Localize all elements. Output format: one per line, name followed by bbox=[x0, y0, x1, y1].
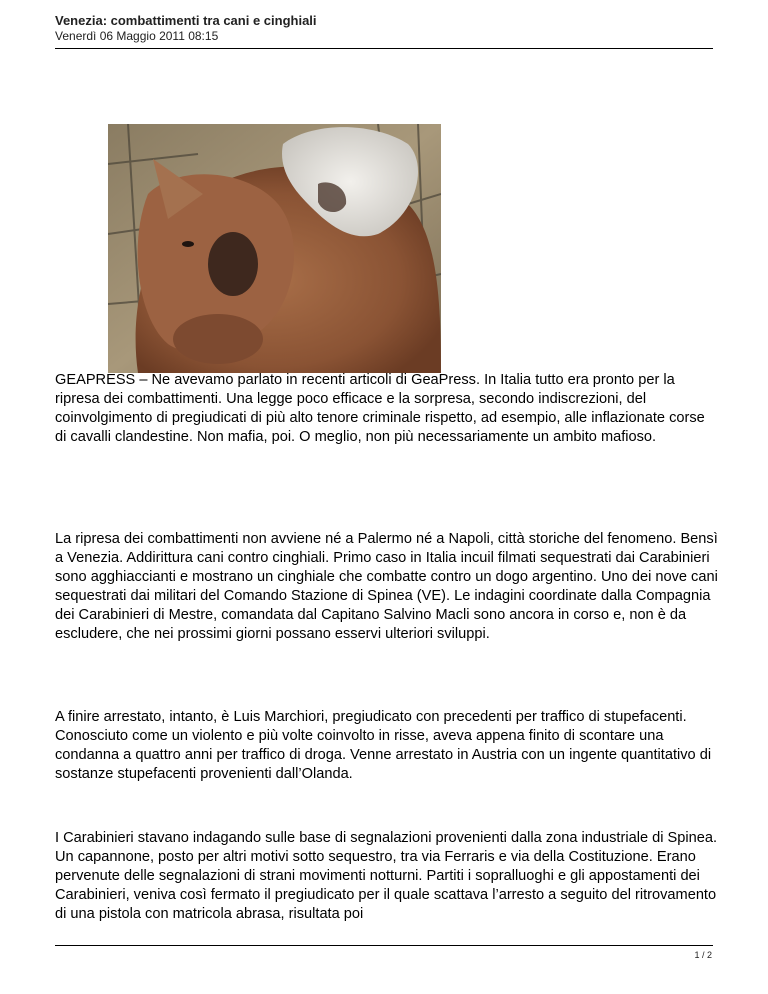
paragraph-4: I Carabinieri stavano indagando sulle base di segnalazioni provenienti dalla zona industriale di Spinea. Un capannone, posto per altri motivi sotto sequestro, tra via Ferraris e via della Costituzione. Erano pervenute delle segnalazioni di strani movimenti notturni. Partiti i sopralluoghi e gli appostamenti dei Carabinieri, veniva così fermato il pregiudicato per il quale scattava l’arresto a seguito del ritrovamento di una pistola con matricola abrasa, risultata poi bbox=[55, 830, 718, 922]
header-divider bbox=[55, 48, 713, 49]
article-date: Venerdì 06 Maggio 2011 08:15 bbox=[55, 29, 219, 43]
page-header bbox=[55, 13, 713, 44]
paragraph-2: La ripresa dei combattimenti non avviene né a Palermo né a Napoli, città storiche del fenomeno. Bensì a Venezia. Addirittura cani contro cinghiali. Primo caso in Italia incuil filmati sequestrati dai Carabinieri sono agghiaccianti e mostrano un cinghiale che combatte contro un dogo argentino. Uno dei nove cani sequestrati dai militari del Comando Stazione di Spinea (VE). Le indagini coordinate dalla Compagnia dei Carabinieri di Mestre, comandata dal Capitano Salvino Macli sono ancora in corso e, non è da escludere, che nei prossimi giorni possano esservi ulteriori sviluppi. bbox=[55, 531, 718, 642]
boar-photo bbox=[108, 124, 441, 373]
paragraph-1: GEAPRESS – Ne avevamo parlato in recenti articoli di GeaPress. In Italia tutto era pronto per la ripresa dei combattimenti. Una legge poco efficace e la sorpresa, secondo indiscrezioni, del coinvolgimento di pregiudicati di più alto tenore criminale rispetto, ad esempio, alle inflazionate corse di cavalli clandestine. Non mafia, poi. O meglio, non più necessariamente un ambito mafioso. bbox=[55, 372, 705, 445]
page-number: 1 / 2 bbox=[694, 950, 712, 960]
paragraph-3: A finire arrestato, intanto, è Luis Marchiori, pregiudicato con precedenti per traffico di stupefacenti. Conosciuto come un violento e più volte coinvolto in risse, aveva appena finito di scontare una condanna a quattro anni per traffico di droga. Venne arrestato in Austria con un ingente quantitativo di sostanze stupefacenti provenienti dall’Olanda. bbox=[55, 709, 712, 782]
footer-divider bbox=[55, 945, 713, 946]
article-title: Venezia: combattimenti tra cani e cinghiali bbox=[55, 13, 317, 28]
